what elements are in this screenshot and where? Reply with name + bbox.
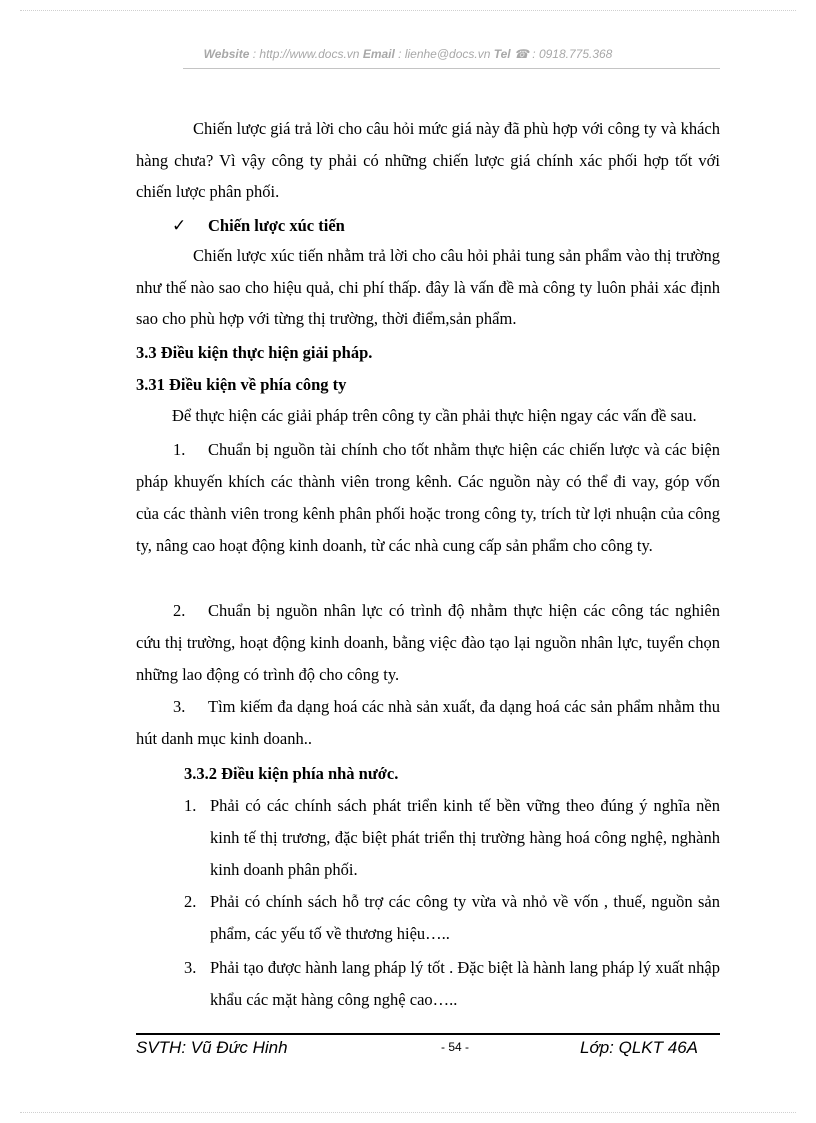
header-rule: [183, 68, 720, 69]
company-item-3: [136, 691, 720, 755]
page-bottom-border: [20, 1112, 796, 1113]
tel-label: Tel: [493, 47, 511, 61]
website-value: : http://www.docs.vn: [249, 47, 363, 61]
state-item-2: [184, 886, 720, 950]
state-item-text: Phải tạo được hành lang pháp lý tốt . Đặc biệt là hành lang pháp lý xuất nhập khẩu các mặt hàng công nghệ cao…..: [210, 958, 720, 1009]
footer-student: SVTH: Vũ Đức Hinh: [136, 1038, 288, 1057]
state-item-number: 3.: [184, 958, 197, 977]
company-item-text: Tìm kiếm đa dạng hoá các nhà sản xuất, đa dạng hoá các sản phẩm nhằm thu hút danh mục kinh doanh..: [136, 697, 720, 748]
heading-3-3: 3.3 Điều kiện thực hiện giải pháp.: [136, 343, 373, 362]
heading-3-3-2: 3.3.2 Điều kiện phía nhà nước.: [184, 764, 399, 783]
tel-value: : 0918.775.368: [528, 47, 613, 61]
paragraph-price-strategy: Chiến lược giá trả lời cho câu hỏi mức giá này đã phù hợp với công ty và khách hàng chưa? Vì vậy công ty phải có những chiến lược giá chính xác phối hợp tốt với chiến lược phân phối.: [136, 119, 720, 201]
footer-page-number: - 54 -: [441, 1040, 470, 1054]
state-item-number: 2.: [184, 892, 197, 911]
footer-rule: [136, 1033, 720, 1035]
paragraph-promotion-strategy: Chiến lược xúc tiến nhằm trả lời cho câu hỏi phải tung sản phẩm vào thị trường như thế nào sao cho hiệu quả, chi phí thấp. đây là vấn đề mà công ty luôn phải xác định sao cho phù hợp với từng thị trường, thời điểm,sản phẩm.: [136, 246, 720, 328]
state-item-text: Phải có các chính sách phát triển kinh tế bền vững theo đúng ý nghĩa nền kinh tế thị trương, đặc biệt phát triển thị trường hàng hoá công nghệ, nghành kinh doanh phân phối.: [210, 796, 720, 879]
email-value: : lienhe@docs.vn: [394, 47, 494, 61]
company-item-number: 3.: [173, 697, 186, 716]
company-item-text: Chuẩn bị nguồn nhân lực có trình độ nhằm thực hiện các công tác nghiên cứu thị trường, hoạt động kinh doanh, bằng việc đào tạo lại nguồn nhân lực, tuyển chọn những lao động có trình độ cho công ty.: [136, 601, 720, 684]
company-item-2: [136, 595, 720, 691]
state-item-number: 1.: [184, 796, 197, 815]
state-item-text: Phải có chính sách hỗ trợ các công ty vừa và nhỏ về vốn , thuế, nguồn sản phẩm, các yếu tố về thương hiệu…..: [210, 892, 720, 943]
page-top-border: [20, 10, 796, 11]
paragraph-company-intro: Để thực hiện các giải pháp trên công ty cần phải thực hiện ngay các vấn đề sau.: [172, 406, 697, 425]
heading-3-31: 3.31 Điều kiện về phía công ty: [136, 375, 347, 394]
company-item-1: [136, 434, 720, 562]
company-item-number: 2.: [173, 601, 186, 620]
website-label: Website: [203, 47, 250, 61]
footer-class: Lớp: QLKT 46A: [579, 1038, 698, 1057]
company-item-number: 1.: [173, 440, 186, 459]
company-item-text: Chuẩn bị nguồn tài chính cho tốt nhằm thực hiện các chiến lược và các biện pháp khuyến khích các thành viên trong kênh. Các nguồn này có thể đi vay, góp vốn của các thành viên trong kênh phân phối hoặc trong công ty, trích từ lợi nhuận của công ty, nâng cao hoạt động kinh doanh, từ các nhà cung cấp sản phẩm cho công ty.: [136, 440, 720, 555]
state-item-1: [184, 790, 720, 886]
page-header: [0, 47, 816, 61]
section-promotion-title: Chiến lược xúc tiến: [208, 216, 345, 235]
checkmark-icon: ✓: [172, 216, 187, 235]
state-item-3: [184, 952, 720, 1016]
page-footer: [136, 1038, 720, 1062]
email-label: Email: [362, 47, 395, 61]
phone-icon: ☎: [513, 47, 529, 61]
section-promotion: [172, 210, 345, 241]
